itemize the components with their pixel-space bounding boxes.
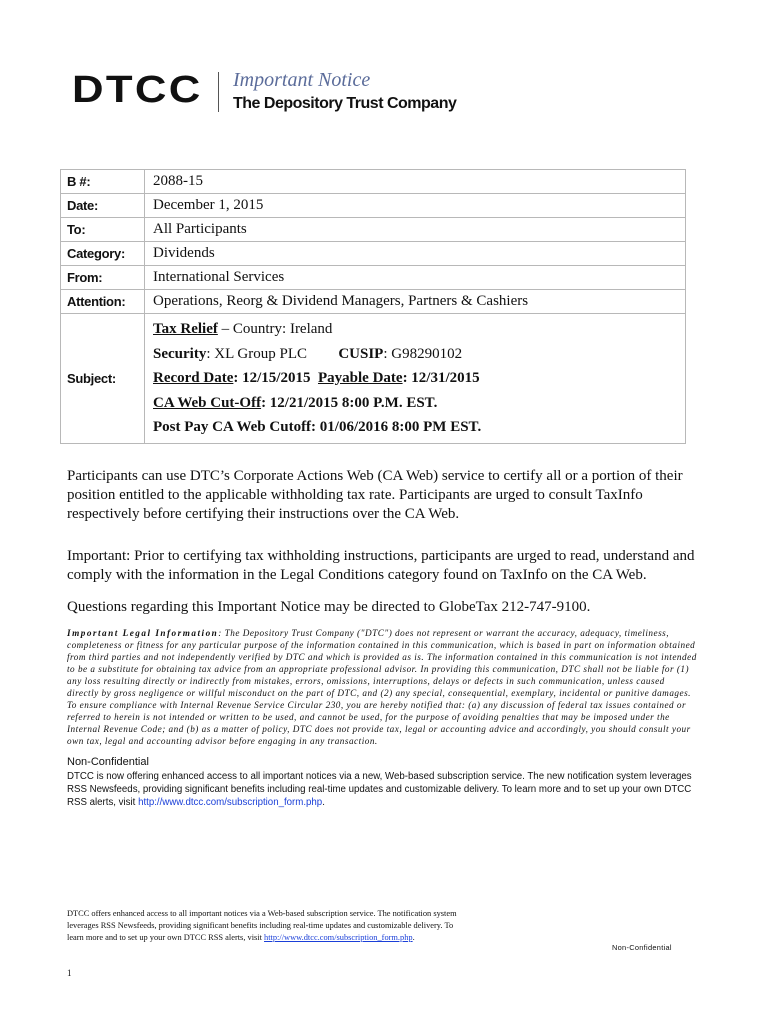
- cusip-label: CUSIP: [338, 345, 384, 362]
- subject-security: [153, 342, 685, 367]
- label-from: From:: [61, 266, 145, 290]
- paragraph-important: Important: Prior to certifying tax withholding instructions, participants are urged to read, understand and comply with the information in the Legal Conditions category found on TaxInfo on the CA Web.: [67, 548, 695, 583]
- rss-end: .: [322, 797, 325, 808]
- value-to: All Participants: [145, 218, 686, 242]
- label-date: Date:: [61, 194, 145, 218]
- dtcc-logo: DTCC: [72, 69, 203, 111]
- value-attention: Operations, Reorg & Dividend Managers, Partners & Cashiers: [145, 290, 686, 314]
- paragraph-questions: Questions regarding this Important Notice may be directed to GlobeTax 212-747-9100.: [67, 599, 591, 615]
- value-from: International Services: [145, 266, 686, 290]
- security-value: : XL Group PLC: [206, 345, 308, 362]
- legal-heading: Important Legal Information: [67, 628, 219, 638]
- rss-notice: [67, 770, 697, 809]
- legal-text-2: To ensure compliance with Internal Revenue Service Circular 230, you are hereby notified that: (a) any discussion of federal tax issues contained or referred to herein is not intended or written to be used, and cannot be used, for the purpose of avoiding penalties that may be imposed under the Internal Revenue Code; and (b) as a matter of policy, DTC does not provide tax, legal or accounting advice and accordingly, you should consult your own tax, legal and accounting advisor before engaging in any transaction.: [67, 700, 691, 746]
- subject-dates: [153, 366, 685, 391]
- footer-link[interactable]: http://www.dtcc.com/subscription_form.php: [264, 933, 413, 942]
- cutoff-value: : 12/21/2015 8:00 P.M. EST.: [261, 394, 438, 411]
- payable-date-label: Payable Date: [317, 370, 403, 386]
- notice-title: Important Notice: [233, 69, 371, 91]
- company-name: The Depository Trust Company: [233, 95, 457, 112]
- payable-date-value: : 12/31/2015: [402, 370, 480, 386]
- row-attention: [61, 290, 686, 314]
- row-b-number: [61, 170, 686, 194]
- tax-relief-label: Tax Relief: [153, 321, 218, 337]
- header-divider: [218, 72, 219, 112]
- cutoff-label: CA Web Cut-Off: [153, 394, 262, 411]
- value-b-number: 2088-15: [145, 170, 686, 194]
- page-number: 1: [67, 968, 72, 978]
- record-date-label: Record Date: [153, 370, 234, 386]
- label-to: To:: [61, 218, 145, 242]
- footer-non-confidential: Non-Confidential: [612, 943, 672, 952]
- row-date: [61, 194, 686, 218]
- notice-info-table: [60, 169, 686, 444]
- rss-text: DTCC is now offering enhanced access to all important notices via a new, Web-based subscription service. The new notification system leverages RSS Newsfeeds, providing significant benefits including real-time updates and customizable delivery. To learn more and to set up your own DTCC RSS alerts, visit: [67, 771, 692, 808]
- non-confidential-label: Non-Confidential: [67, 756, 149, 768]
- paragraph-ca-web: Participants can use DTC’s Corporate Actions Web (CA Web) service to certify all or a portion of their position entitled to the applicable withholding tax rate. Participants are urged to consult TaxInfo respectively before certifying their instructions over the CA Web.: [67, 468, 683, 522]
- subject-cutoff: [153, 391, 685, 416]
- legal-text-1: : The Depository Trust Company ("DTC") does not represent or warrant the accuracy, adequacy, timeliness, completeness or fitness for any particular purpose of the information contained in this communication, which is based in part on information obtained from third parties and not independently verified by DTC and which is provided as is. The information contained in this communication is not intended to be a substitute for obtaining tax advice from an appropriate professional advisor. In providing this communication, DTC shall not be liable for (1) any loss resulting directly or indirectly from mistakes, errors, omissions, interruptions, delays or defects in such communication, unless caused directly by gross negligence or willful misconduct on the part of DTC, and (2) any special, consequential, exemplary, incidental or punitive damages.: [67, 628, 697, 698]
- subject-postpay: Post Pay CA Web Cutoff: 01/06/2016 8:00 PM EST.: [153, 419, 482, 435]
- footer-rss-notice: [67, 908, 457, 944]
- rss-link[interactable]: http://www.dtcc.com/subscription_form.php: [138, 797, 323, 808]
- footer-end: .: [412, 933, 415, 942]
- cusip-value: : G98290102: [383, 345, 463, 362]
- footer-text: DTCC offers enhanced access to all important notices via a Web-based subscription service. The notification system leverages RSS Newsfeeds, providing significant benefits including real-time updates and customizable delivery. To learn more and to set up your own DTCC RSS alerts, visit: [67, 909, 457, 942]
- tax-relief-value: – Country: Ireland: [217, 321, 333, 337]
- record-date-value: : 12/15/2015: [233, 370, 311, 386]
- label-category: Category:: [61, 242, 145, 266]
- row-from: [61, 266, 686, 290]
- row-category: [61, 242, 686, 266]
- label-attention: Attention:: [61, 290, 145, 314]
- label-b-number: B #:: [61, 170, 145, 194]
- value-category: Dividends: [145, 242, 686, 266]
- legal-information: [67, 627, 699, 747]
- label-subject: Subject:: [61, 314, 145, 444]
- value-subject: [145, 314, 686, 444]
- security-label: Security: [153, 345, 207, 362]
- row-subject: [61, 314, 686, 444]
- subject-tax-relief: [153, 317, 685, 342]
- row-to: [61, 218, 686, 242]
- value-date: December 1, 2015: [145, 194, 686, 218]
